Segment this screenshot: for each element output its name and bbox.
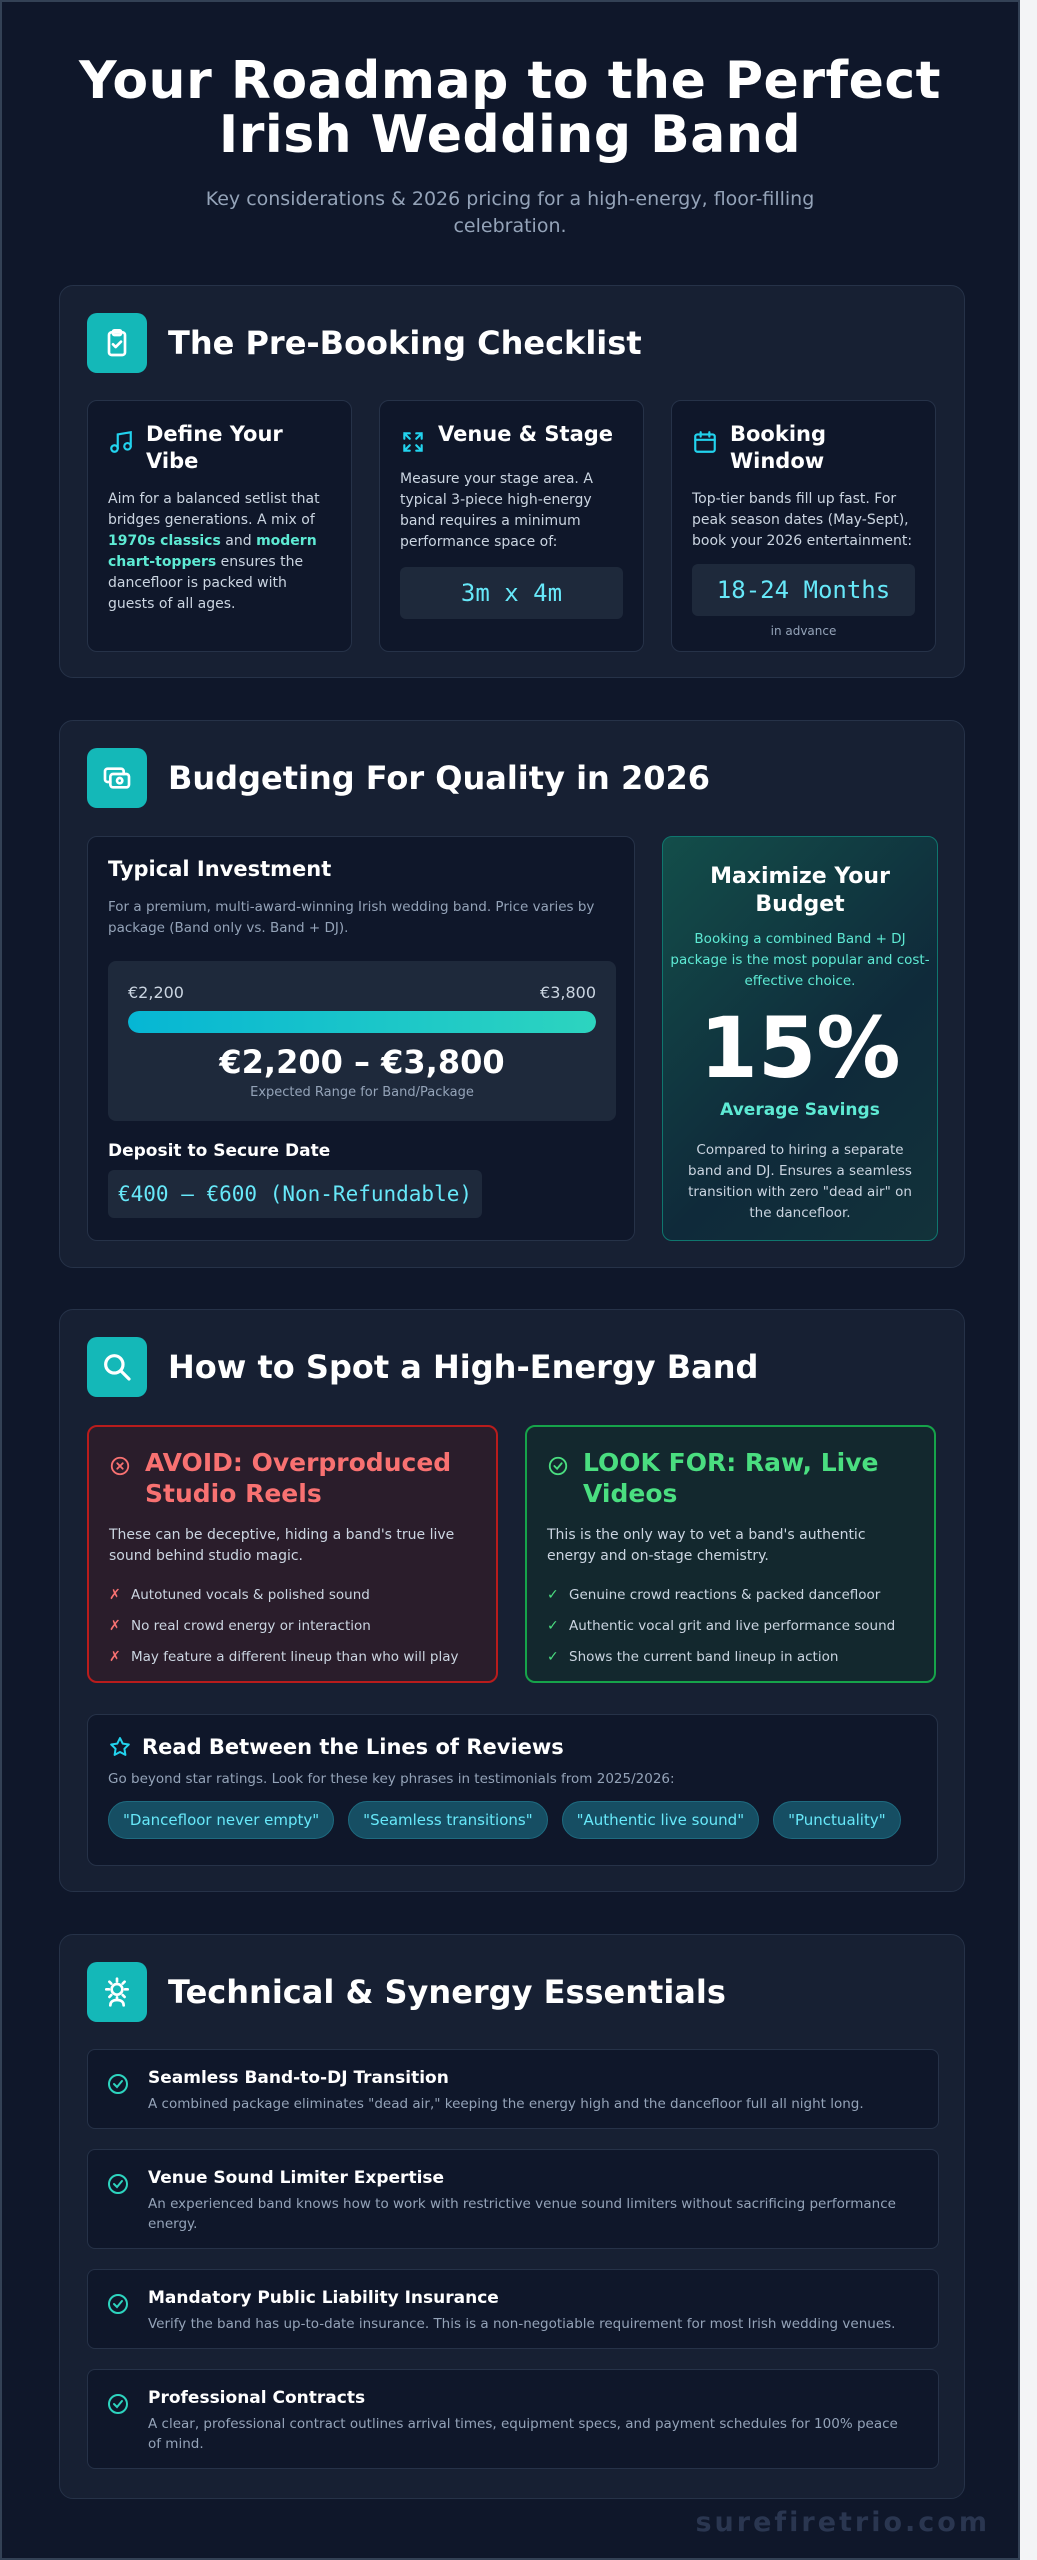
tech-item-desc: An experienced band knows how to work with restrictive venue sound limiters without sacrificing performance energy. [148, 2196, 896, 2232]
section-title: Budgeting For Quality in 2026 [168, 759, 711, 797]
savings-subtitle: Booking a combined Band + DJ package is the most popular and cost-effective choice. [670, 931, 930, 989]
watermark: surefiretrio.com [695, 2507, 990, 2538]
expand-icon [400, 429, 426, 455]
card-body: Top-tier bands fill up fast. For peak season dates (May-Sept), book your 2026 entertainment: [692, 491, 913, 549]
tech-item-desc: A combined package eliminates "dead air," keeping the energy high and the dancefloor full all night long. [148, 2096, 864, 2112]
savings-desc: Compared to hiring a separate band and DJ. Ensures a seamless transition with zero "dead air" on the dancefloor. [688, 1142, 912, 1221]
budget-section [59, 720, 965, 1268]
price-range-box [108, 961, 616, 1121]
booking-window-value: 18-24 Months [692, 564, 915, 616]
x-mark-icon: ✗ [109, 1586, 121, 1603]
avoid-list [89, 1567, 496, 1672]
title-line-1: Your Roadmap to the Perfect [78, 51, 942, 111]
section-title: The Pre-Booking Checklist [168, 324, 642, 362]
check-circle-icon [547, 1455, 569, 1477]
list-item: ✗ Autotuned vocals & polished sound [109, 1586, 370, 1603]
tech-item-title: Professional Contracts [148, 2388, 366, 2408]
tech-item [87, 2269, 939, 2349]
phrase-chip: "Punctuality" [773, 1801, 901, 1839]
deposit-title: Deposit to Secure Date [108, 1141, 331, 1161]
tech-item-title: Mandatory Public Liability Insurance [148, 2288, 499, 2308]
list-item: ✓ Genuine crowd reactions & packed dancefloor [547, 1586, 881, 1603]
check-circle-icon [106, 2072, 130, 2096]
card-body: Aim for a balanced setlist that bridges generations. A mix of 1970s classics and modern chart-toppers ensures the dancefloor is packed with guests of all ages. [108, 491, 320, 612]
hero [2, 2, 1018, 240]
booking-note: in advance [770, 624, 837, 638]
look-for-title: LOOK FOR: Raw, Live Videos [583, 1448, 879, 1508]
list-item: ✗ No real crowd energy or interaction [109, 1617, 371, 1634]
section-title: Technical & Synergy Essentials [168, 1973, 726, 2011]
look-for-desc: This is the only way to vet a band's authentic energy and on-stage chemistry. [547, 1527, 866, 1564]
x-mark-icon: ✗ [109, 1617, 121, 1634]
card-title: Booking Window [730, 422, 827, 473]
highlight-1970s: 1970s classics [108, 533, 221, 549]
check-circle-icon [106, 2392, 130, 2416]
savings-title: Maximize Your Budget [710, 864, 890, 917]
spot-section [59, 1309, 965, 1892]
avoid-card [87, 1425, 498, 1683]
price-range-fill [128, 1011, 596, 1033]
look-for-card [525, 1425, 936, 1683]
savings-label: Average Savings [720, 1100, 880, 1120]
tech-item-title: Venue Sound Limiter Expertise [148, 2168, 445, 2188]
reviews-card [87, 1714, 938, 1866]
check-mark-icon: ✓ [547, 1617, 559, 1634]
card-title: Venue & Stage [438, 422, 614, 446]
look-for-list [527, 1567, 934, 1672]
tech-item-desc: A clear, professional contract outlines arrival times, equipment specs, and payment schedules for 100% peace of mind. [148, 2416, 898, 2452]
tech-item [87, 2149, 939, 2249]
savings-percent: 15% [699, 999, 901, 1097]
list-item: ✓ Authentic vocal grit and live performance sound [547, 1617, 896, 1634]
savings-card [662, 836, 938, 1241]
price-range-bar [128, 1011, 596, 1033]
x-mark-icon: ✗ [109, 1648, 121, 1665]
stage-size-value: 3m x 4m [400, 567, 623, 619]
check-circle-icon [106, 2292, 130, 2316]
investment-desc: For a premium, multi-award-winning Irish wedding band. Price varies by package (Band only vs. Band + DJ). [108, 899, 595, 936]
phrase-chip: "Dancefloor never empty" [108, 1801, 334, 1839]
list-item: ✓ Shows the current band lineup in action [547, 1648, 839, 1665]
calendar-icon [692, 429, 718, 455]
title-line-2: Irish Wedding Band [218, 105, 802, 165]
card-title: Define Your Vibe [146, 422, 283, 473]
tech-item-title: Seamless Band-to-DJ Transition [148, 2068, 449, 2088]
reviews-title: Read Between the Lines of Reviews [142, 1735, 564, 1759]
investment-card [87, 836, 635, 1241]
tech-item-desc: Verify the band has up-to-date insurance. This is a non-negotiable requirement for most Irish wedding venues. [148, 2316, 896, 2332]
range-high: €3,800 [540, 983, 596, 1002]
page-title [2, 51, 1018, 165]
section-title: How to Spot a High-Energy Band [168, 1348, 759, 1386]
range-low: €2,200 [128, 983, 184, 1002]
highlight-modern: modern chart-toppers [108, 533, 317, 570]
price-range-caption: Expected Range for Band/Package [250, 1085, 474, 1100]
card-body: Measure your stage area. A typical 3-piece high-energy band requires a minimum performance space of: [400, 471, 593, 550]
vibe-card [87, 400, 352, 652]
phrase-chip: "Authentic live sound" [562, 1801, 760, 1839]
tech-item [87, 2369, 939, 2469]
music-note-icon [108, 429, 134, 455]
investment-title: Typical Investment [108, 857, 332, 881]
x-circle-icon [109, 1455, 131, 1477]
list-item: ✗ May feature a different lineup than who will play [109, 1648, 459, 1665]
phrase-chip: "Seamless transitions" [348, 1801, 547, 1839]
star-icon [108, 1735, 132, 1759]
price-range-value: €2,200 – €3,800 [219, 1043, 505, 1081]
deposit-value: €400 – €600 (Non-Refundable) [108, 1170, 482, 1218]
venue-card [379, 400, 644, 652]
cash-icon [87, 748, 147, 808]
review-phrase-chips [88, 1787, 937, 1839]
avoid-title: AVOID: Overproduced Studio Reels [145, 1448, 452, 1508]
check-mark-icon: ✓ [547, 1648, 559, 1665]
checklist-section [59, 285, 965, 678]
avoid-desc: These can be deceptive, hiding a band's true live sound behind studio magic. [109, 1527, 455, 1564]
check-circle-icon [106, 2172, 130, 2196]
technical-section [59, 1934, 965, 2499]
search-icon [87, 1337, 147, 1397]
gear-person-icon [87, 1962, 147, 2022]
reviews-desc: Go beyond star ratings. Look for these key phrases in testimonials from 2025/2026: [108, 1771, 675, 1787]
check-mark-icon: ✓ [547, 1586, 559, 1603]
booking-card [671, 400, 936, 652]
clipboard-check-icon [87, 313, 147, 373]
tech-item [87, 2049, 939, 2129]
page-subtitle: Key considerations & 2026 pricing for a high-energy, floor-filling celebration. [205, 188, 815, 237]
